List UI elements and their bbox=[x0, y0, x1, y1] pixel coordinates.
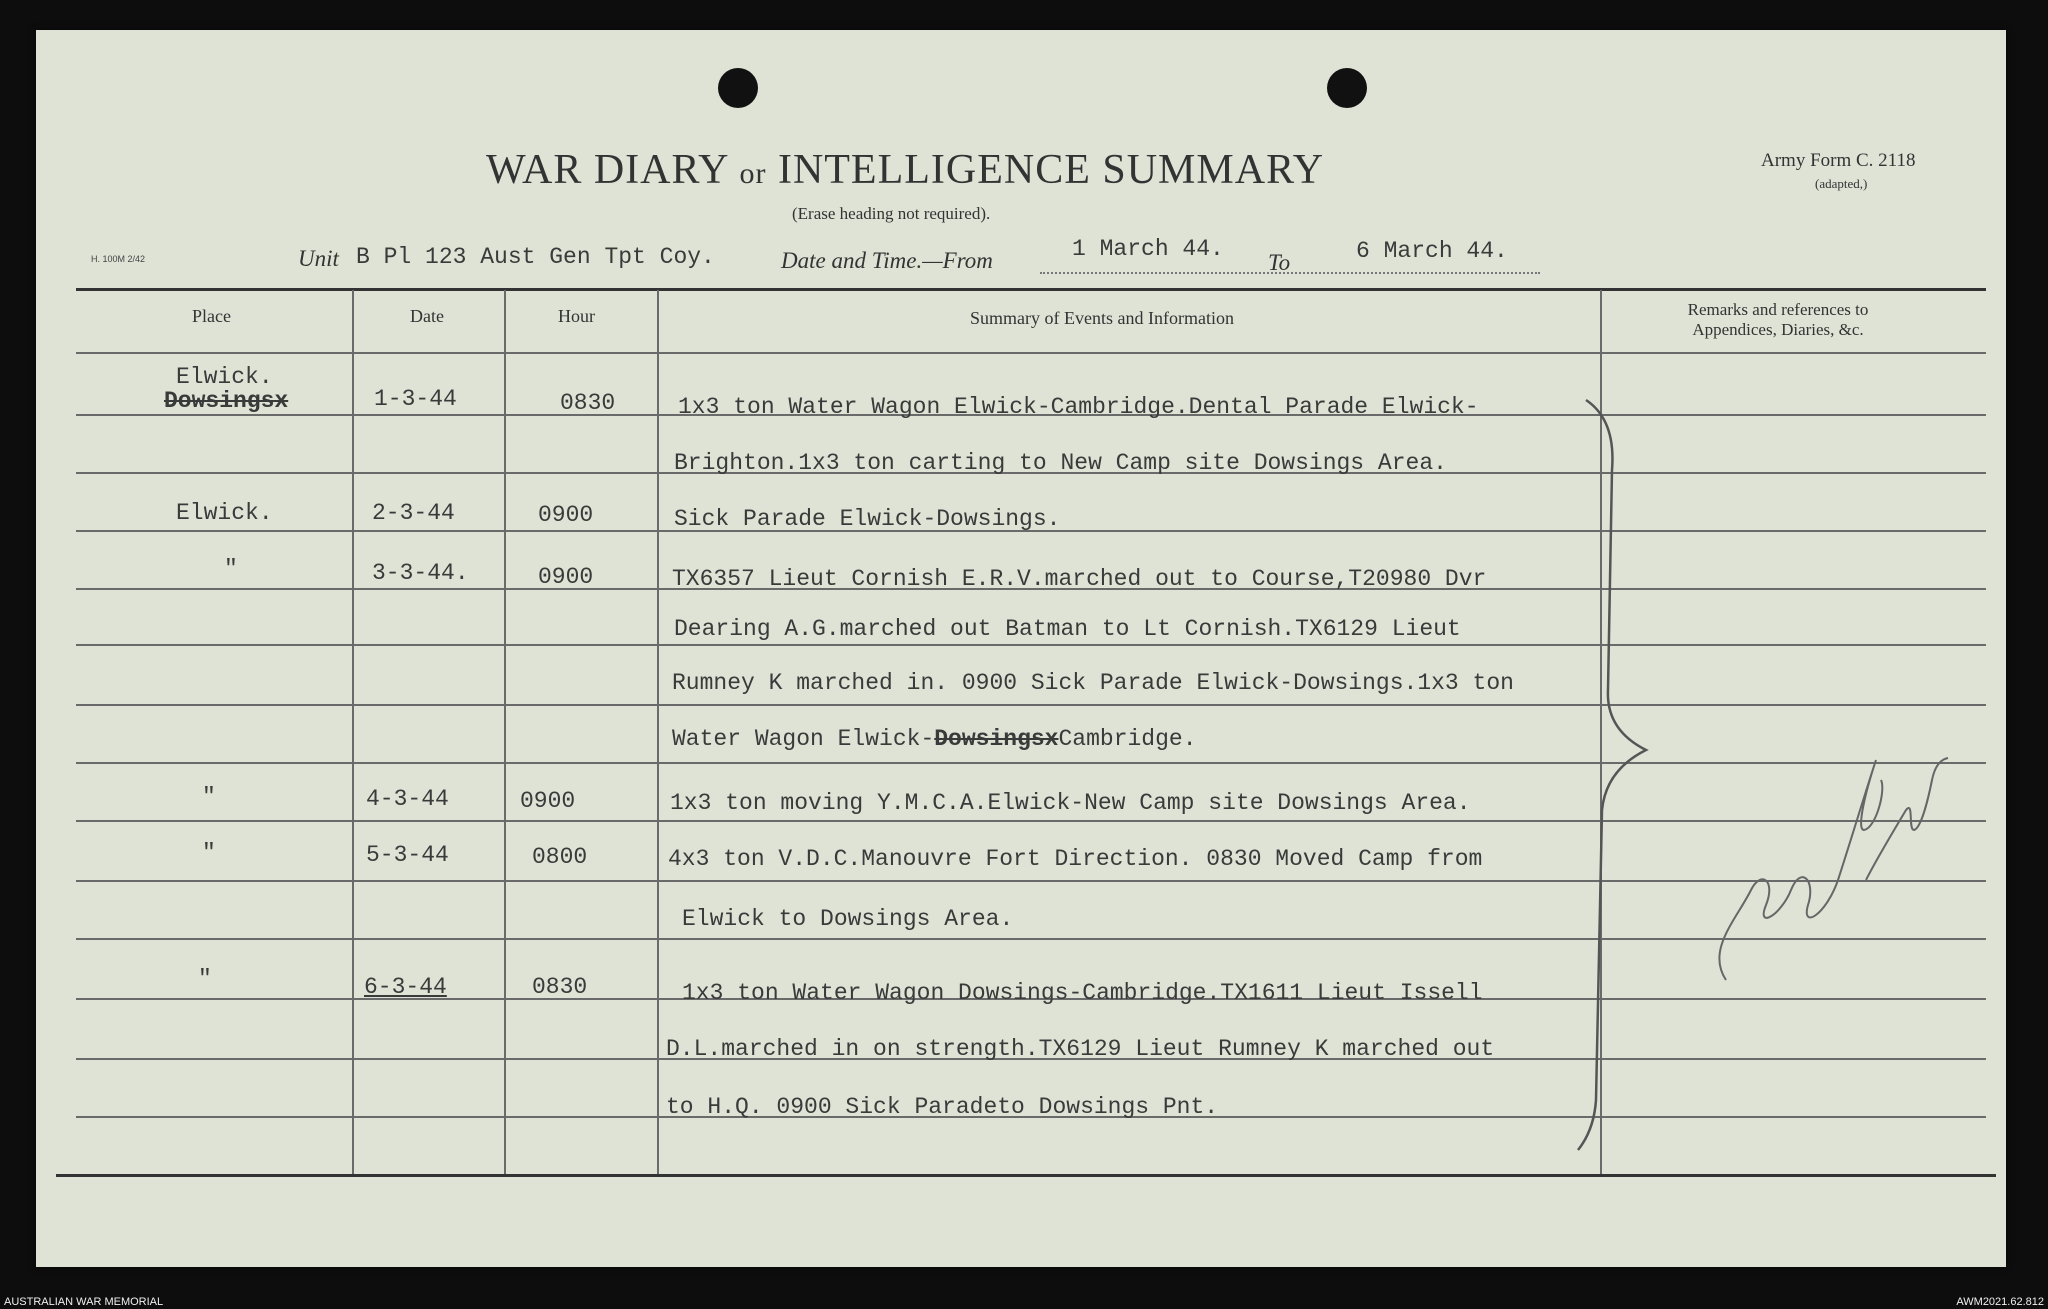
entry-text-line: Dearing A.G.marched out Batman to Lt Cornish.TX6129 Lieut bbox=[674, 616, 1461, 642]
entry-text-line: D.L.marched in on strength.TX6129 Lieut Rumney K marched out bbox=[666, 1036, 1495, 1062]
remarks-annotation bbox=[1576, 360, 1976, 1160]
entry-place: " bbox=[202, 840, 216, 866]
entry-text-struck: Dowsingsx bbox=[934, 726, 1059, 752]
entry-hour: 0900 bbox=[538, 502, 594, 528]
header-remarks-line1: Remarks and references to bbox=[1687, 300, 1869, 319]
entry-text-line: Rumney K marched in. 0900 Sick Parade Elwick-Dowsings.1x3 ton bbox=[672, 670, 1514, 696]
entry-text-line bbox=[672, 726, 1197, 752]
entry-hour: 0900 bbox=[538, 564, 594, 590]
entry-date: 6-3-44 bbox=[364, 974, 447, 1000]
entry-text-line: 1x3 ton Water Wagon Dowsings-Cambridge.TX1611 Lieut Issell bbox=[682, 980, 1483, 1006]
diary-page bbox=[36, 30, 2006, 1267]
entry-text-line: TX6357 Lieut Cornish E.R.V.marched out to Course,T20980 Dvr bbox=[672, 566, 1487, 592]
entry-hour: 0900 bbox=[520, 788, 576, 814]
column-divider-place bbox=[352, 290, 354, 1174]
form-adapted: (adapted,) bbox=[1815, 176, 1868, 191]
entry-text-line: 4x3 ton V.D.C.Manouvre Fort Direction. 0830 Moved Camp from bbox=[668, 846, 1483, 872]
table-bottom-rule bbox=[56, 1174, 1996, 1177]
title-intelligence-summary: INTELLIGENCE SUMMARY bbox=[777, 147, 1325, 193]
column-divider-date bbox=[504, 290, 506, 1174]
footer-accession-number: AWM2021.62.812 bbox=[1956, 1296, 2044, 1308]
print-code: H. 100M 2/42 bbox=[91, 254, 146, 264]
column-divider-hour bbox=[657, 290, 659, 1174]
unit-label: Unit bbox=[298, 246, 339, 271]
entry-hour: 0800 bbox=[532, 844, 588, 870]
entry-text-line: Sick Parade Elwick-Dowsings. bbox=[674, 506, 1061, 532]
to-label: To bbox=[1268, 250, 1291, 275]
form-number: Army Form C. 2118 bbox=[1761, 150, 1916, 171]
entry-place-struck: Dowsingsx bbox=[164, 388, 289, 414]
header-remarks-line2: Appendices, Diaries, &c. bbox=[1692, 320, 1864, 339]
entry-date: 1-3-44 bbox=[374, 386, 457, 412]
header-summary: Summary of Events and Information bbox=[970, 308, 1234, 328]
entry-date: 4-3-44 bbox=[366, 786, 449, 812]
entry-text-line: 1x3 ton moving Y.M.C.A.Elwick-New Camp site Dowsings Area. bbox=[670, 790, 1471, 816]
entry-place: " bbox=[198, 966, 212, 992]
entry-hour: 0830 bbox=[532, 974, 588, 1000]
entry-text-line: to H.Q. 0900 Sick Paradeto Dowsings Pnt. bbox=[666, 1094, 1219, 1120]
handwritten-signature bbox=[1719, 760, 1882, 980]
entry-text-segment: Water Wagon Elwick- bbox=[672, 726, 935, 752]
subtitle: (Erase heading not required). bbox=[792, 204, 991, 223]
header-hour: Hour bbox=[558, 306, 595, 326]
date-from-value: 1 March 44. bbox=[1072, 236, 1224, 262]
page-title bbox=[486, 146, 1324, 194]
unit-line-dots bbox=[1040, 272, 1540, 274]
entry-place: " bbox=[224, 556, 238, 582]
date-to-value: 6 March 44. bbox=[1356, 238, 1508, 264]
header-place: Place bbox=[192, 306, 231, 326]
punch-hole-right bbox=[1327, 68, 1367, 108]
entry-text-segment: Cambridge. bbox=[1058, 726, 1197, 752]
entry-date: 5-3-44 bbox=[366, 842, 449, 868]
handwritten-rank-lieut bbox=[1866, 758, 1948, 880]
entry-place: Elwick. bbox=[176, 500, 273, 526]
entry-place: " bbox=[202, 784, 216, 810]
datetime-label: Date and Time.—From bbox=[781, 248, 993, 273]
title-or: or bbox=[739, 157, 767, 190]
unit-value: B Pl 123 Aust Gen Tpt Coy. bbox=[356, 244, 715, 270]
header-date: Date bbox=[410, 306, 444, 326]
entry-text-line: Elwick to Dowsings Area. bbox=[682, 906, 1014, 932]
table-top-rule bbox=[76, 288, 1986, 291]
title-war-diary: WAR DIARY bbox=[486, 147, 728, 193]
entry-date: 3-3-44. bbox=[372, 560, 469, 586]
entry-text-line: Brighton.1x3 ton carting to New Camp site Dowsings Area. bbox=[674, 450, 1447, 476]
entry-date: 2-3-44 bbox=[372, 500, 455, 526]
footer-credit: AUSTRALIAN WAR MEMORIAL bbox=[4, 1296, 164, 1308]
entry-place: Elwick. bbox=[176, 364, 273, 390]
handwritten-brace bbox=[1578, 400, 1646, 1150]
punch-hole-left bbox=[718, 68, 758, 108]
header-remarks bbox=[1668, 300, 1888, 340]
entry-hour: 0830 bbox=[560, 390, 616, 416]
entry-text-line: 1x3 ton Water Wagon Elwick-Cambridge.Dental Parade Elwick- bbox=[678, 394, 1479, 420]
